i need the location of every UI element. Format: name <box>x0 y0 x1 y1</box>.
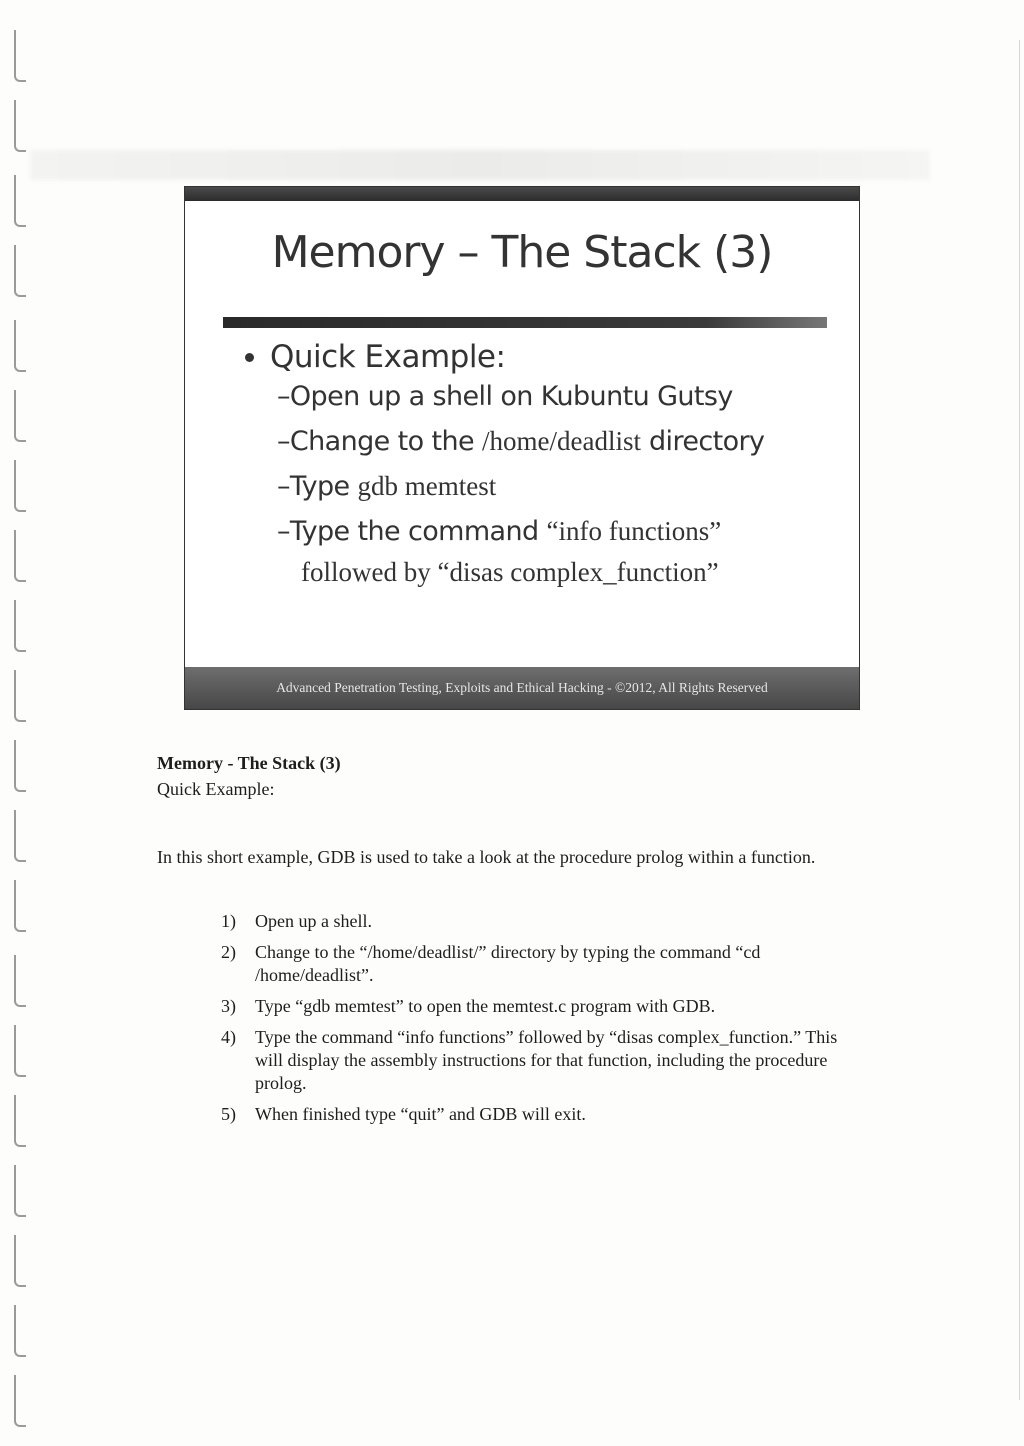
step-text: When finished type “quit” and GDB will exit. <box>255 1104 586 1124</box>
step-number: 1) <box>221 911 236 931</box>
slide-subpoint-text: directory <box>641 426 765 457</box>
list-item <box>157 910 897 933</box>
step-text: Type “gdb memtest” to open the memtest.c program with GDB. <box>255 996 716 1016</box>
slide-subpoint <box>277 509 845 594</box>
slide-subpoint-continuation: followed by “disas complex_function” <box>301 557 719 587</box>
slide-subpoint-command: “info functions” <box>546 516 722 546</box>
binder-mark <box>14 320 26 372</box>
slide-body <box>245 339 845 594</box>
binder-mark <box>14 1235 26 1287</box>
steps-list <box>157 910 897 1126</box>
slide-subpoint-text: –Change to the <box>277 426 483 457</box>
slide-subpoint <box>277 419 845 464</box>
step-number: 4) <box>221 1027 236 1047</box>
slide-title: Memory – The Stack (3) <box>271 227 773 278</box>
binder-mark <box>14 1165 26 1217</box>
binder-mark <box>14 100 26 152</box>
binder-mark <box>14 390 26 442</box>
step-text: Change to the “/home/deadlist/” directory by typing the command “cd /home/deadlist”. <box>255 942 761 985</box>
list-item <box>157 941 897 987</box>
binder-mark <box>14 1375 26 1427</box>
step-number: 5) <box>221 1104 236 1124</box>
binder-mark <box>14 1305 26 1357</box>
step-number: 3) <box>221 996 236 1016</box>
binder-mark <box>14 30 26 82</box>
binder-edge <box>0 0 40 1446</box>
binder-mark <box>14 1025 26 1077</box>
binder-mark <box>14 810 26 862</box>
step-text: Type the command “info functions” followed by “disas complex_function.” This will display the assembly instructions for that function, including the procedure prolog. <box>255 1027 838 1093</box>
binder-mark <box>14 670 26 722</box>
binder-mark <box>14 245 26 297</box>
slide-footer: Advanced Penetration Testing, Exploits and Ethical Hacking - ©2012, All Rights Reserved <box>185 667 859 709</box>
page-edge <box>1019 40 1020 1400</box>
slide-frame <box>184 186 860 710</box>
binder-mark <box>14 740 26 792</box>
notes-subtitle: Quick Example: <box>157 779 275 799</box>
bullet-dot-icon <box>245 353 254 362</box>
slide-bullet <box>245 339 845 375</box>
slide-subpoint-text: –Open up a shell on Kubuntu Gutsy <box>277 381 733 412</box>
slide-top-bar <box>185 187 859 201</box>
notes-section <box>157 750 897 1134</box>
list-item <box>157 995 897 1018</box>
list-item <box>157 1026 897 1095</box>
scan-bleed <box>30 150 930 180</box>
slide-subpoint-text: –Type the command <box>277 516 547 547</box>
slide-subpoint <box>277 464 845 509</box>
step-text: Open up a shell. <box>255 911 372 931</box>
slide-subpoint-command: gdb memtest <box>357 471 497 501</box>
binder-mark <box>14 880 26 932</box>
slide-subpoint-text: –Type <box>277 471 358 502</box>
binder-mark <box>14 175 26 227</box>
binder-mark <box>14 955 26 1007</box>
binder-mark <box>14 530 26 582</box>
slide-bullet-text: Quick Example: <box>270 339 506 375</box>
slide-subpoint-path: /home/deadlist <box>482 426 642 456</box>
binder-mark <box>14 600 26 652</box>
binder-mark <box>14 460 26 512</box>
notes-intro: In this short example, GDB is used to take a look at the procedure prolog within a function. <box>157 847 816 867</box>
binder-mark <box>14 1095 26 1147</box>
step-number: 2) <box>221 942 236 962</box>
slide-subpoint <box>277 375 845 419</box>
slide-divider <box>223 317 827 328</box>
list-item <box>157 1103 897 1126</box>
notes-title: Memory - The Stack (3) <box>157 753 341 773</box>
